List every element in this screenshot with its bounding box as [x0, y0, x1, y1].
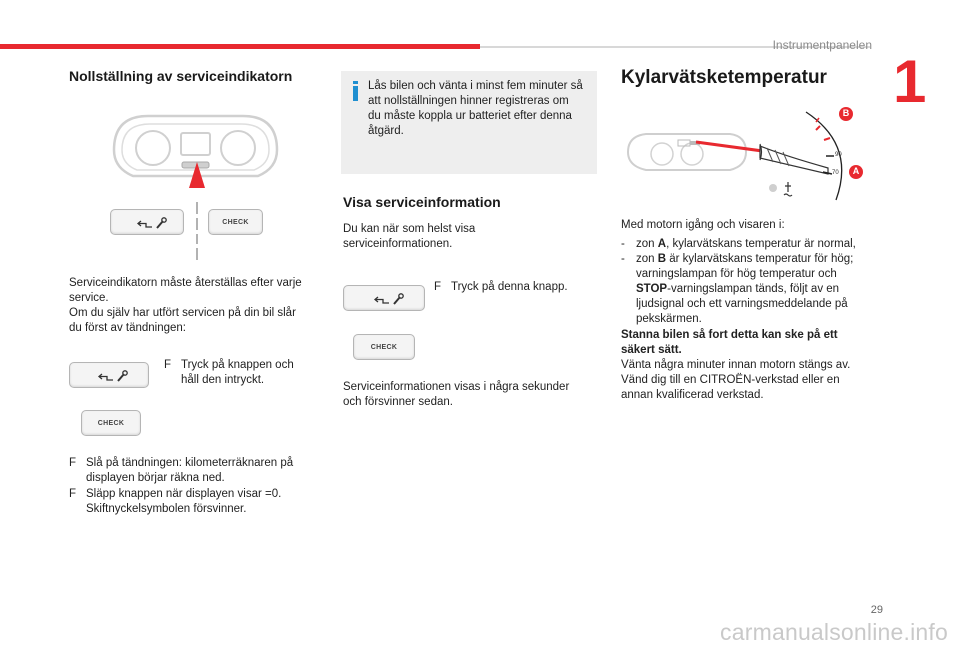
step1-text: F Tryck på knappen och håll den intryckt.: [164, 359, 294, 386]
service-button-left[interactable]: [110, 209, 184, 235]
middle-step-text: F Tryck på denna knapp.: [434, 281, 568, 293]
temperature-gauge-illustration: [620, 100, 870, 205]
right-title: Kylarvätsketemperatur: [621, 67, 827, 88]
check-button-middle[interactable]: CHECK: [353, 334, 415, 360]
left-intro: Serviceindikatorn måste återställas efter varje service. Om du själv har utfört servicen på din bil slår du först av tändningen:: [69, 277, 302, 334]
wrench-reset-icon: [111, 210, 185, 236]
info-box: [341, 71, 597, 174]
section-label: Instrumentpanelen: [772, 38, 872, 52]
middle-intro: Du kan när som helst visa serviceinformationen.: [343, 223, 476, 250]
zone-b-item: - zon B är kylarvätskans temperatur för hög; varningslampan för hög temperatur och STOP-varningslampan tänds, följt av en ljudsignal och ett varningsmeddelande på pekskärmen.: [621, 253, 854, 325]
gauge-label-a: A: [852, 166, 860, 176]
zone-a-item: - zon A, kylarvätskans temperatur är normal,: [621, 238, 856, 250]
info-icon: [352, 81, 359, 101]
service-button-middle[interactable]: [343, 285, 425, 311]
step2-text: F Slå på tändningen: kilometerräknaren på displayen börjar räkna ned.: [69, 457, 294, 484]
divider-marks: [193, 200, 201, 262]
check-button-step1[interactable]: CHECK: [81, 410, 141, 436]
middle-outro: Serviceinformationen visas i några sekunder och försvinner sedan.: [343, 381, 570, 408]
chapter-number: 1: [893, 48, 927, 115]
info-text: Lås bilen och vänta i minst fem minuter så att nollställningen hinner registreras om du måste koppla ur batteriet efter denna åtgärd.: [368, 80, 583, 137]
warning-text: Stanna bilen så fort detta kan ske på ett säkert sätt.: [621, 329, 838, 356]
step3-text: F Släpp knappen när displayen visar =0. Skiftnyckelsymbolen försvinner.: [69, 488, 282, 515]
wrench-reset-icon: [344, 286, 426, 312]
service-button-step1[interactable]: [69, 362, 149, 388]
right-intro: Med motorn igång och visaren i:: [621, 219, 785, 231]
header-accent-bar: [0, 44, 480, 49]
middle-title: Visa serviceinformation: [343, 194, 501, 210]
left-title: Nollställning av serviceindikatorn: [69, 68, 293, 84]
gauge-label-b: B: [842, 108, 850, 118]
right-outro: Vänta några minuter innan motorn stängs av. Vänd dig till en CITROËN-verkstad eller en annan kvalificerad verkstad.: [621, 359, 851, 401]
instrument-cluster-illustration: [108, 110, 283, 195]
page-number: 29: [870, 604, 883, 616]
watermark: carmanualsonline.info: [720, 619, 948, 645]
gauge-tick-90: 90: [835, 152, 842, 158]
check-button-left[interactable]: CHECK: [208, 209, 263, 235]
gauge-tick-70: 70: [832, 170, 839, 176]
wrench-reset-icon: [70, 363, 150, 389]
